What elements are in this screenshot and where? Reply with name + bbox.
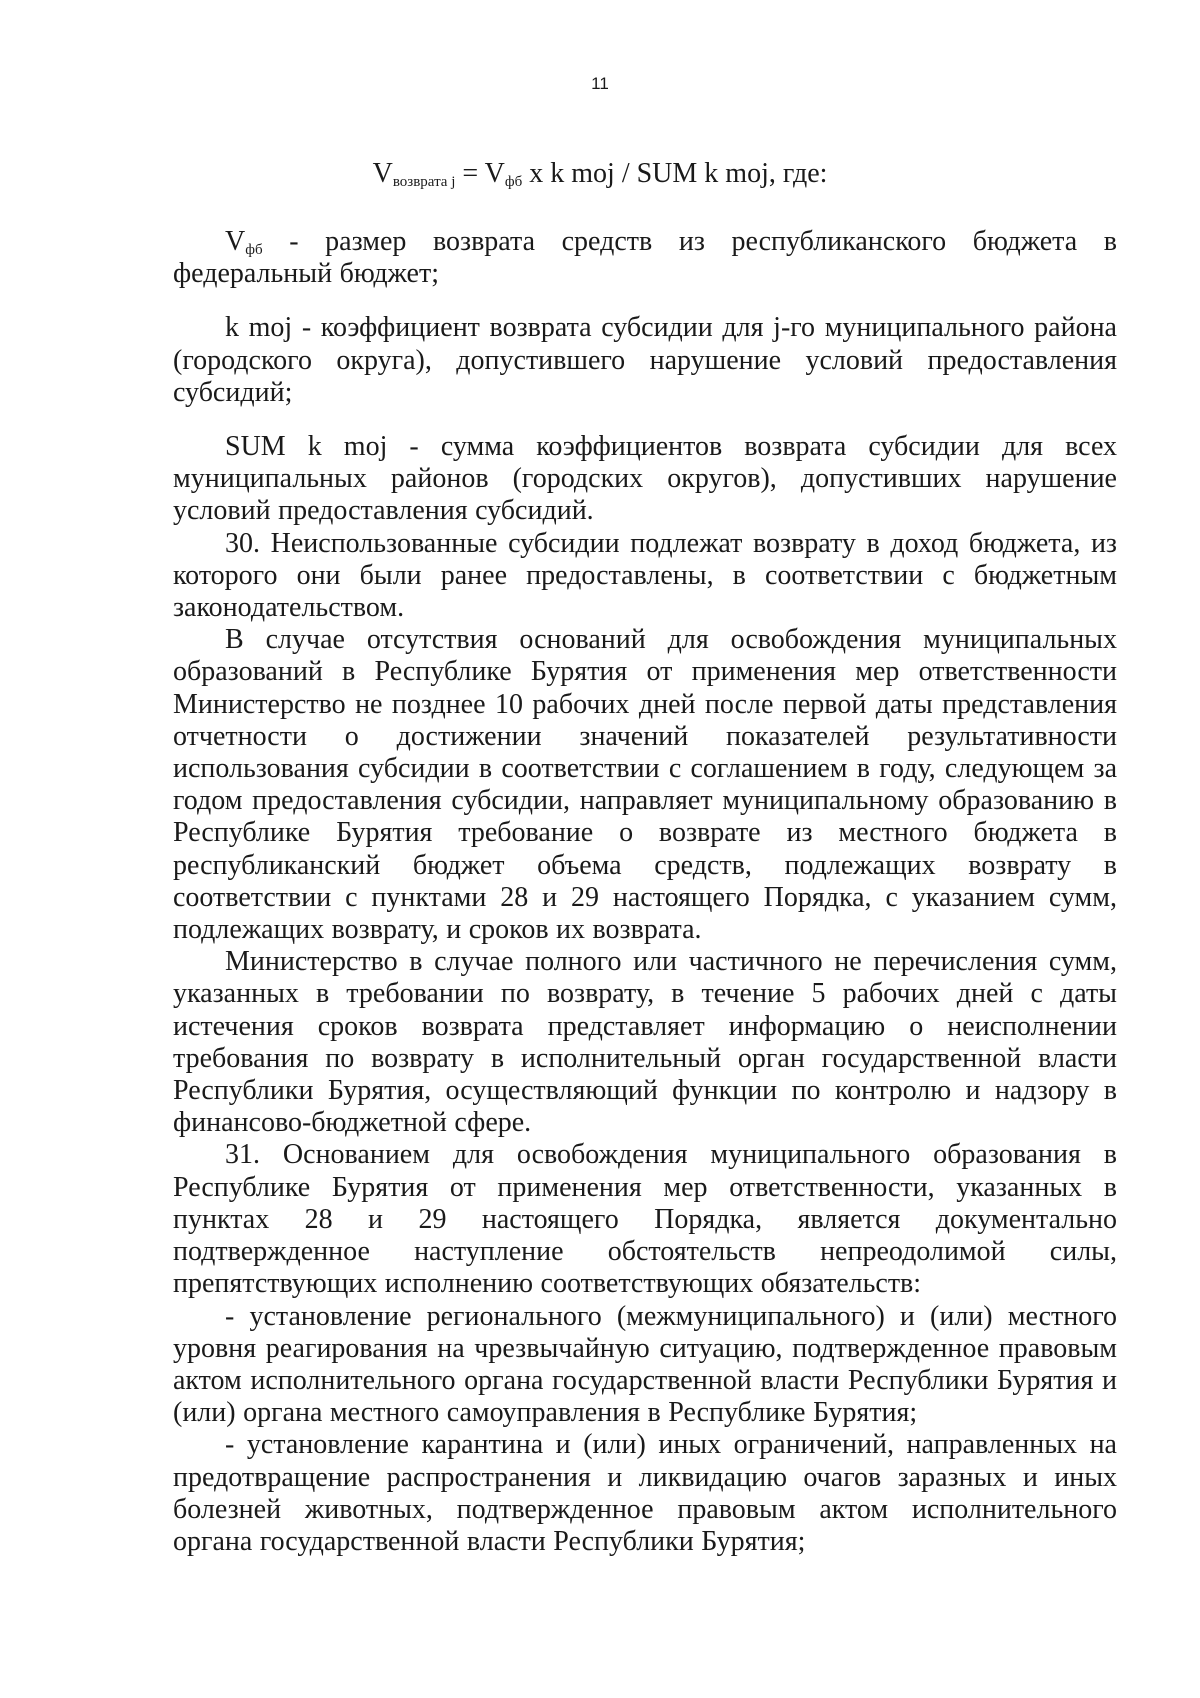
definition-vfb bbox=[173, 226, 1117, 290]
formula-equals-v: = V bbox=[455, 158, 505, 189]
vfb-definition-text: - размер возврата средств из республиканского бюджета в федеральный бюджет; bbox=[173, 226, 1117, 290]
vfb-symbol: V bbox=[225, 226, 246, 257]
vfb-subscript: фб bbox=[245, 242, 263, 258]
definition-sum-kmoj: SUM k moj - сумма коэффициентов возврата субсидии для всех муниципальных районов (городских округов), допустивших нарушение условий предоставления субсидий. bbox=[173, 431, 1117, 527]
formula-v-return: V bbox=[372, 158, 393, 189]
formula-vfb-subscript: фб bbox=[504, 174, 523, 190]
formula-rest: x k moj / SUM k moj, где: bbox=[522, 158, 828, 189]
paragraph-30-requirement: В случае отсутствия оснований для освобождения муниципальных образований в Республике Бурятия от применения мер ответственности Министерство не позднее 10 рабочих дней после первой даты представления отчетности о достижении значений показателей результативности использования субсидии в соответствии с соглашением в году, следующем за годом предоставления субсидии, направляет муниципальному образованию в Республике Бурятия требование о возврате из местного бюджета в республиканский бюджет объема средств, подлежащих возврату в соответствии с пунктами 28 и 29 настоящего Порядка, с указанием сумм, подлежащих возврату, и сроков их возврата. bbox=[173, 624, 1117, 946]
paragraph-30-ministry: Министерство в случае полного или частичного не перечисления сумм, указанных в требовании по возврату, в течение 5 рабочих дней с даты истечения сроков возврата представляет информацию о неисполнении требования по возврату в исполнительный орган государственной власти Республики Бурятия, осуществляющий функции по контролю и надзору в финансово-бюджетной сфере. bbox=[173, 946, 1117, 1139]
list-item-quarantine: - установление карантина и (или) иных ограничений, направленных на предотвращение распространения и ликвидацию очагов заразных и иных болезней животных, подтвержденное правовым актом исполнительного органа государственной власти Республики Бурятия; bbox=[173, 1429, 1117, 1557]
page-number: 11 bbox=[591, 74, 609, 93]
paragraph-30: 30. Неиспользованные субсидии подлежат возврату в доход бюджета, из которого они были ранее предоставлены, в соответствии с бюджетным законодательством. bbox=[173, 527, 1117, 624]
definition-kmoj: k moj - коэффициент возврата субсидии для j-го муниципального района (городского округа), допустившего нарушение условий предоставления субсидий; bbox=[173, 312, 1117, 408]
paragraph-31: 31. Основанием для освобождения муниципального образования в Республике Бурятия от применения мер ответственности, указанных в пунктах 28 и 29 настоящего Порядка, является документально подтвержденное наступление обстоятельств непреодолимой силы, препятствующих исполнению соответствующих обязательств: bbox=[173, 1139, 1117, 1300]
document-body bbox=[173, 226, 1117, 1558]
formula-v-return-subscript: возврата j bbox=[392, 174, 456, 190]
return-formula bbox=[0, 156, 1200, 192]
list-item-emergency: - установление регионального (межмуниципального) и (или) местного уровня реагирования на чрезвычайную ситуацию, подтвержденное правовым актом исполнительного органа государственной власти Республики Бурятия и (или) органа местного самоуправления в Республике Бурятия; bbox=[173, 1300, 1117, 1429]
